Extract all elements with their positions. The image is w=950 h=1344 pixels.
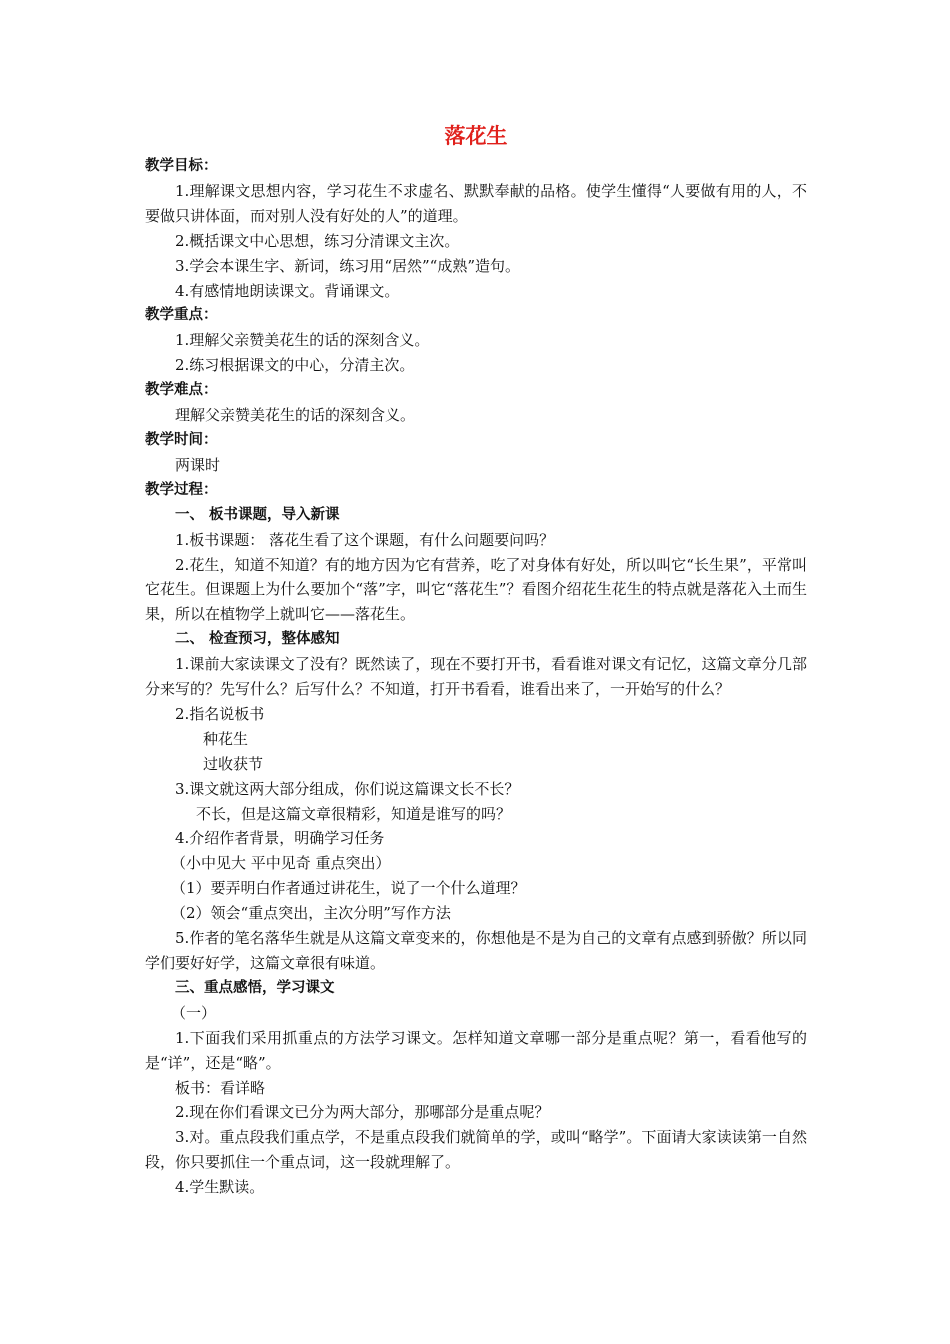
- paragraph-line: 2.概括课文中心思想，练习分清课文主次。: [175, 231, 460, 250]
- paragraph-line: 4.介绍作者背景，明确学习任务: [175, 829, 385, 848]
- paragraph-line: （1）要弄明白作者通过讲花生，说了一个什么道理？: [171, 879, 526, 898]
- paragraph-line: 4.学生默读。: [175, 1178, 265, 1197]
- paragraph-line: 过收获节: [203, 754, 264, 773]
- paragraph-line: 1.下面我们采用抓重点的方法学习课文。怎样知道文章哪一部分是重点呢？第一，看看他写的是“详”，还是“略”。: [145, 1028, 807, 1072]
- section-heading: 三、重点感悟，学习课文: [175, 979, 335, 996]
- paragraph-line: （一）: [171, 1003, 217, 1022]
- paragraph-line: 2.花生，知道不知道？有的地方因为它有营养，吃了对身体有好处，所以叫它“长生果”，平常叫它花生。但课题上为什么要加个“落”字，叫它“落花生”？看图介绍花生花生的特点就是落花入土而生果，所以在植物学上就叫它——落花生。: [145, 555, 807, 624]
- paragraph-line: 2.指名说板书: [175, 704, 265, 723]
- section-heading: 教学过程：: [145, 481, 218, 498]
- paragraph-line: 种花生: [203, 729, 249, 748]
- section-heading: 教学重点：: [145, 307, 218, 324]
- paragraph-line: 2.练习根据课文的中心，分清主次。: [175, 356, 415, 375]
- paragraph-line: （2）领会“重点突出，主次分明”写作方法: [171, 904, 451, 923]
- paragraph-line: 4.有感情地朗读课文。背诵课文。: [175, 281, 400, 300]
- paragraph-line: 两课时: [175, 455, 221, 474]
- document-body: [145, 154, 807, 1200]
- section-heading: 教学目标：: [145, 158, 218, 174]
- section-heading: 教学难点：: [145, 382, 218, 399]
- paragraph-line: 3.对。重点段我们重点学，不是重点段我们就简单的学，或叫“略学”。下面请大家读读第一自然段，你只要抓住一个重点词，这一段就理解了。: [145, 1128, 807, 1172]
- paragraph-line: 1.课前大家读课文了没有？既然读了，现在不要打开书，看看谁对课文有记忆，这篇文章分几部分来写的？先写什么？后写什么？不知道，打开书看看，谁看出来了，一开始写的什么？: [145, 655, 807, 699]
- section-heading: 教学时间：: [145, 431, 218, 448]
- paragraph-line: 不长，但是这篇文章很精彩，知道是谁写的吗？: [196, 804, 512, 823]
- paragraph-line: 1.板书课题： 落花生看了这个课题，有什么问题要问吗？: [175, 530, 555, 549]
- paragraph-line: 1.理解父亲赞美花生的话的深刻含义。: [175, 331, 430, 350]
- document-page: [145, 118, 807, 1200]
- section-heading: 二、 检查预习，整体感知: [175, 631, 340, 648]
- section-heading: 一、 板书课题，导入新课: [175, 506, 340, 523]
- paragraph-line: 3.学会本课生字、新词，练习用“居然”“成熟”造句。: [175, 256, 520, 275]
- paragraph-line: 5.作者的笔名落华生就是从这篇文章变来的，你想他是不是为自己的文章有点感到骄傲？所以同学们要好好学，这篇文章很有味道。: [145, 929, 807, 972]
- paragraph-line: 板书：看详略: [175, 1078, 266, 1097]
- paragraph-line: 3.课文就这两大部分组成，你们说这篇课文长不长？: [175, 779, 520, 798]
- paragraph-line: （小中见大 平中见奇 重点突出）: [171, 854, 391, 873]
- paragraph-line: 2.现在你们看课文已分为两大部分，那哪部分是重点呢？: [175, 1103, 550, 1122]
- paragraph-line: 1.理解课文思想内容，学习花生不求虚名、默默奉献的品格。使学生懂得“人要做有用的人，不要做只讲体面，而对别人没有好处的人”的道理。: [145, 181, 807, 225]
- paragraph-line: 理解父亲赞美花生的话的深刻含义。: [175, 406, 416, 425]
- document-title: 落花生: [444, 124, 508, 148]
